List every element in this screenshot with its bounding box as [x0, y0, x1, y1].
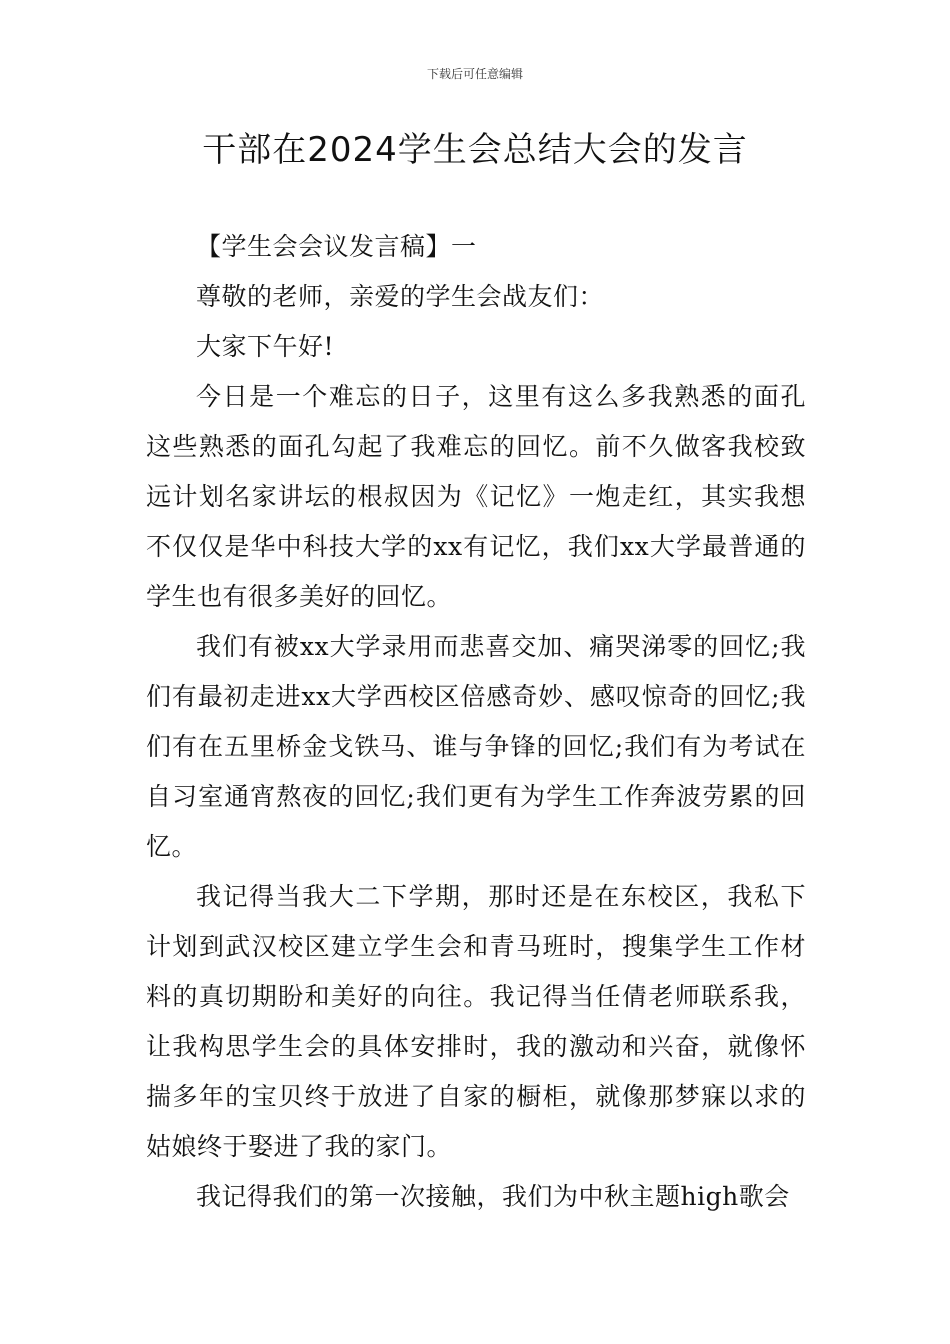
paragraph: 今日是一个难忘的日子，这里有这么多我熟悉的面孔这些熟悉的面孔勾起了我难忘的回忆。前不久做客我校致远计划名家讲坛的根叔因为《记忆》一炮走红，其实我想不仅仅是华中科技大学的xx有记忆，我们xx大学最普通的学生也有很多美好的回忆。: [146, 382, 806, 611]
document-title: 干部在2024学生会总结大会的发言: [202, 130, 748, 170]
paragraph: 我记得当我大二下学期，那时还是在东校区，我私下计划到武汉校区建立学生会和青马班时，搜集学生工作材料的真切期盼和美好的向往。我记得当任倩老师联系我，让我构思学生会的具体安排时，我的激动和兴奋，就像怀揣多年的宝贝终于放进了自家的橱柜，就像那梦寐以求的姑娘终于娶进了我的家门。: [146, 882, 806, 1161]
paragraph-heading: 【学生会会议发言稿】一: [196, 232, 477, 261]
paragraph: 我们有被xx大学录用而悲喜交加、痛哭涕零的回忆;我们有最初走进xx大学西校区倍感奇妙、感叹惊奇的回忆;我们有在五里桥金戈铁马、谁与争锋的回忆;我们有为考试在自习室通宵熬夜的回忆;我们更有为学生工作奔波劳累的回忆。: [146, 632, 806, 861]
header-note: 下载后可任意编辑: [426, 67, 523, 81]
paragraph-salutation: 尊敬的老师，亲爱的学生会战友们：: [196, 282, 605, 311]
paragraph: 我记得我们的第一次接触，我们为中秋主题high歌会: [196, 1182, 790, 1211]
document-body: [146, 222, 806, 1222]
paragraph-greeting: 大家下午好!: [196, 332, 335, 361]
